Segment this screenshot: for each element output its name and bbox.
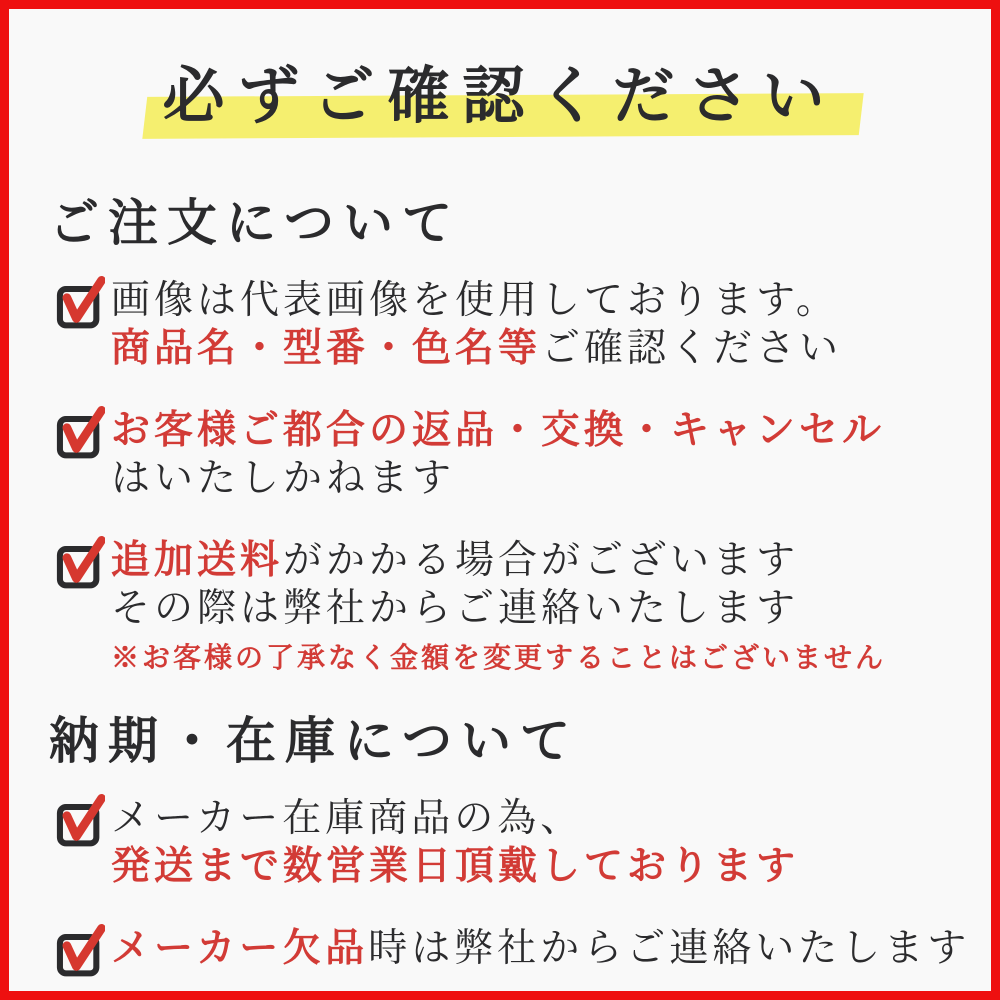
item-line — [111, 537, 953, 585]
item-text — [111, 795, 953, 891]
checklist-item — [53, 925, 971, 979]
item-line — [111, 455, 953, 503]
section-heading: ご注文について — [49, 195, 461, 251]
checkbox-checked-icon — [53, 791, 105, 849]
notice-section — [47, 195, 953, 675]
checkbox-checked-icon — [53, 533, 105, 591]
text-segment: 時は弊社からご連絡いたします — [368, 927, 971, 970]
text-segment: はいたしかねます — [111, 457, 456, 500]
checklist-item — [53, 795, 953, 891]
notice-section — [47, 713, 971, 979]
text-segment: 追加送料 — [111, 539, 284, 582]
text-segment: がかかる場合がございます — [283, 539, 800, 582]
text-segment: 商品名・型番・色名等 — [111, 327, 542, 370]
section-heading: 納期・在庫について — [49, 713, 579, 769]
text-segment: ご確認ください — [541, 327, 843, 370]
text-segment: メーカー在庫商品の為、 — [111, 797, 584, 840]
item-text — [111, 407, 953, 503]
item-line — [111, 325, 953, 373]
checklist-item — [53, 407, 953, 503]
text-segment: 画像は代表画像を使用しております。 — [111, 279, 839, 322]
item-note: ※お客様の了承なく金額を変更することはございません — [111, 643, 887, 674]
item-line — [111, 277, 953, 325]
checkbox-checked-icon — [53, 921, 105, 979]
item-text — [111, 537, 953, 675]
text-segment: お客様ご都合の返品・交換・キャンセル — [111, 409, 886, 452]
text-segment: その際は弊社からご連絡いたします — [111, 587, 800, 630]
item-text — [111, 277, 953, 373]
item-line — [111, 407, 953, 455]
checkbox-checked-icon — [53, 403, 105, 461]
item-line — [111, 843, 953, 891]
item-line — [111, 795, 953, 843]
sections-root — [47, 195, 971, 979]
item-line — [111, 925, 970, 973]
page-title: 必ずご確認ください — [162, 63, 838, 131]
item-text — [111, 925, 970, 973]
checklist-item — [53, 277, 953, 373]
checklist-item — [53, 537, 953, 675]
item-line — [111, 585, 953, 633]
title-block — [47, 45, 953, 151]
text-segment: メーカー欠品 — [111, 927, 369, 970]
text-segment: 発送まで数営業日頂戴しております — [111, 845, 800, 888]
checkbox-checked-icon — [53, 273, 105, 331]
section-items — [53, 277, 953, 675]
section-items — [53, 795, 971, 979]
